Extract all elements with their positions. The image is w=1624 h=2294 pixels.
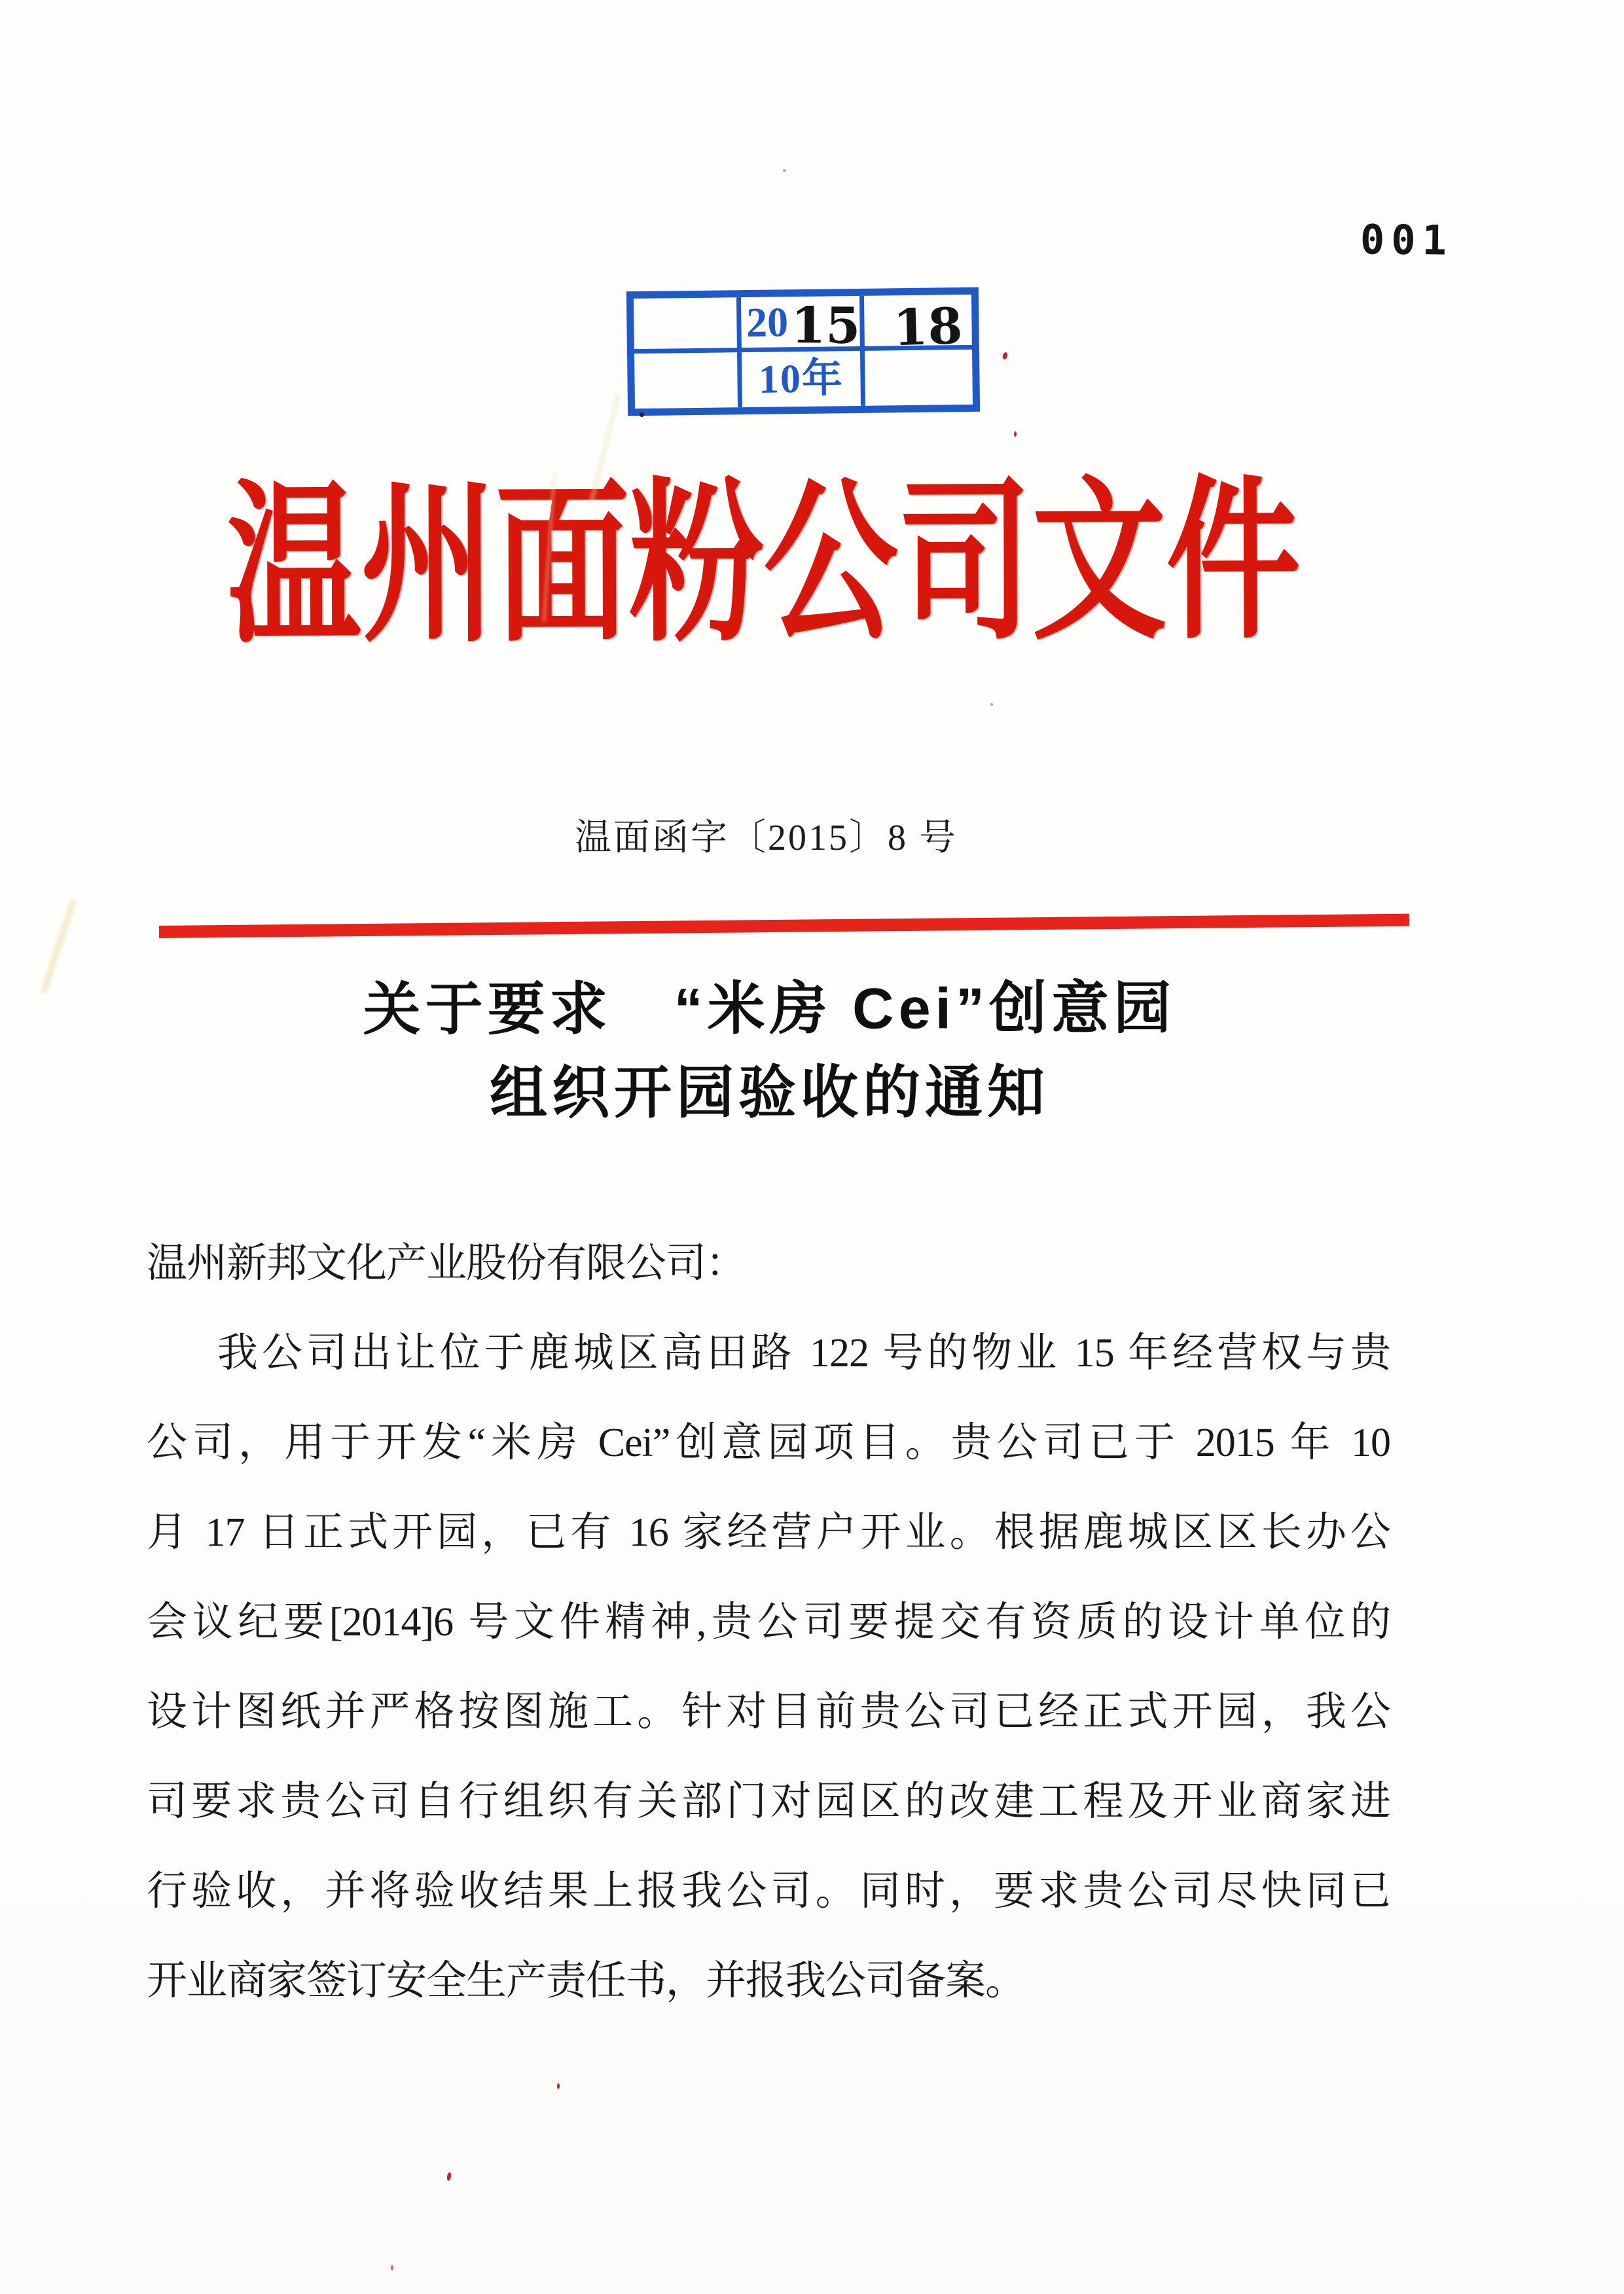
red-divider-rule	[159, 914, 1409, 938]
stamp-year-stamped: 15	[790, 295, 861, 355]
body-line: 设计图纸并严格按图施工。针对目前贵公司已经正式开园，我公	[147, 1690, 1390, 1734]
page-number: 001	[1360, 215, 1454, 264]
subject-line-1: 关于要求 “米房 Cei”创意园	[363, 975, 1176, 1042]
date-stamp-box	[626, 287, 980, 416]
body-line: 行验收，并将验收结果上报我公司。同时，要求贵公司尽快同已	[147, 1869, 1390, 1914]
scan-speck	[1001, 352, 1008, 360]
body-text	[147, 1219, 1390, 2026]
subject-title	[0, 966, 1581, 1136]
doc-number: 温面函字〔2015〕8 号	[575, 818, 958, 858]
body-line: 我公司出让位于鹿城区高田路 122 号的物业 15 年经营权与贵	[217, 1331, 1390, 1375]
body-line: 开业商家签订安全生产责任书，并报我公司备案。	[147, 1959, 1026, 2003]
stamp-month-printed: 10年	[758, 356, 844, 402]
scan-speck	[1014, 431, 1017, 437]
masthead-title: 温州面粉公司文件	[226, 466, 1301, 665]
stamp-cell-year	[741, 295, 865, 355]
stamp-cell-doc-no	[864, 295, 972, 357]
scan-speck	[557, 2083, 560, 2089]
stamp-cell-month	[742, 351, 866, 407]
salutation: 温州新邦文化产业股份有限公司：	[147, 1241, 746, 1286]
scan-speck	[990, 703, 993, 706]
scan-speck	[640, 412, 644, 417]
body-line: 月 17 日正式开园，已有 16 家经营户开业。根据鹿城区区长办公	[147, 1510, 1390, 1555]
scan-speck	[783, 169, 786, 172]
body-line: 司要求贵公司自行组织有关部门对园区的改建工程及开业商家进	[147, 1779, 1390, 1824]
body-line: 会议纪要[2014]6 号文件精神,贵公司要提交有资质的设计单位的	[147, 1600, 1390, 1645]
stamp-year-printed: 20	[746, 298, 789, 346]
scan-speck	[446, 2172, 452, 2181]
stamp-cell-empty-top-left	[634, 297, 742, 354]
body-line: 公司，用于开发“米房 Cei”创意园项目。贵公司已于 2015 年 10	[147, 1421, 1390, 1465]
subject-line-2: 组织开园验收的通知	[490, 1059, 1050, 1125]
stamp-doc-no-stamped: 18	[892, 296, 964, 357]
stamp-cell-empty-bottom-left	[634, 352, 742, 409]
scan-speck	[391, 2265, 393, 2270]
stamp-cell-empty-bottom-right	[865, 350, 973, 406]
